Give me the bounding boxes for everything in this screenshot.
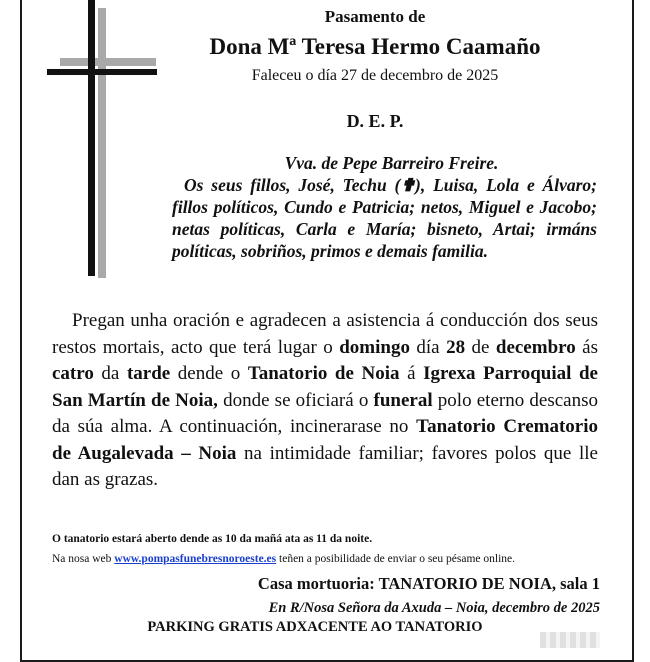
cross-black-vertical bbox=[88, 0, 95, 276]
cross-black-horizontal bbox=[47, 69, 157, 75]
parking-note: PARKING GRATIS ADXACENTE AO TANATORIO bbox=[147, 619, 483, 635]
text-run: donde se oficiará o bbox=[217, 389, 374, 411]
header bbox=[170, 6, 580, 132]
bold-run: domingo bbox=[339, 336, 410, 358]
website-link[interactable]: www.pompasfunebresnoroeste.es bbox=[114, 553, 277, 565]
bold-run: funeral bbox=[373, 389, 433, 411]
bold-run: decembro bbox=[495, 336, 576, 358]
web-text-before: Na nosa web bbox=[52, 553, 115, 565]
death-date: Faleceu o día 27 de decembro de 2025 bbox=[251, 67, 499, 84]
funeral-home: Casa mortuoria: TANATORIO DE NOIA, sala 1 bbox=[257, 574, 600, 593]
text-run: dende o bbox=[170, 363, 248, 384]
web-text-after: teñen a posibilidade de enviar o seu pésame online. bbox=[276, 553, 516, 565]
text-run: da bbox=[93, 363, 127, 384]
relatives-text-b: ), Luisa, Lola e Álvaro; fillos políticos, Cundo e Patricia; netos, Miguel e Jacobo; netas políticas, Carla e María; bisneto, Artai; irmáns políticas, sobriños, primos e demais familia. bbox=[172, 175, 597, 261]
bold-run: Tanatorio de Noia bbox=[247, 363, 400, 384]
family-list bbox=[172, 152, 597, 262]
text-run: á bbox=[399, 363, 424, 384]
opening-hours: O tanatorio estará aberto dende as 10 da mañá ata as 11 da noite. bbox=[52, 533, 373, 545]
bold-run: Tanatorio Crematorio de Augalevada – Noia bbox=[52, 416, 598, 464]
latin-cross-icon: ✟ bbox=[400, 175, 416, 195]
rip-line: D. E. P. bbox=[346, 111, 404, 131]
ceremony-text bbox=[52, 308, 598, 494]
web-line bbox=[52, 552, 612, 567]
relatives-line bbox=[172, 174, 597, 262]
ceremony-paragraph bbox=[52, 308, 598, 494]
widow-line: Vva. de Pepe Barreiro Freire. bbox=[284, 153, 499, 173]
relatives-text-a: Os seus fillos, José, Techu ( bbox=[184, 175, 401, 195]
cross-grey-vertical bbox=[98, 8, 106, 278]
scan-smudge bbox=[540, 632, 600, 648]
text-run: Pregan unha oración e agradecen a asistencia á conducción dos seus restos mortais, acto que terá lugar o bbox=[52, 310, 598, 358]
deceased-name: Dona Mª Teresa Hermo Caamaño bbox=[209, 34, 541, 59]
place-date: En R/Nosa Señora da Axuda – Noia, decembro de 2025 bbox=[268, 600, 600, 616]
cross-grey-horizontal bbox=[60, 58, 156, 66]
pre-title: Pasamento de bbox=[324, 7, 426, 26]
bold-run: tarde bbox=[126, 363, 171, 384]
text-run: ás bbox=[575, 336, 598, 358]
bold-run: 28 bbox=[446, 336, 466, 358]
bold-run: catro bbox=[52, 363, 94, 384]
text-run: de bbox=[465, 336, 496, 358]
text-run: na intimidade familiar; favores polos que lle dan as grazas. bbox=[52, 442, 598, 490]
text-run: polo eterno descanso da súa alma. A continuación, incinerarase no bbox=[52, 389, 598, 437]
text-run: día bbox=[409, 336, 447, 358]
bold-run: Igrexa Parroquial de San Martín de Noia, bbox=[52, 363, 598, 411]
